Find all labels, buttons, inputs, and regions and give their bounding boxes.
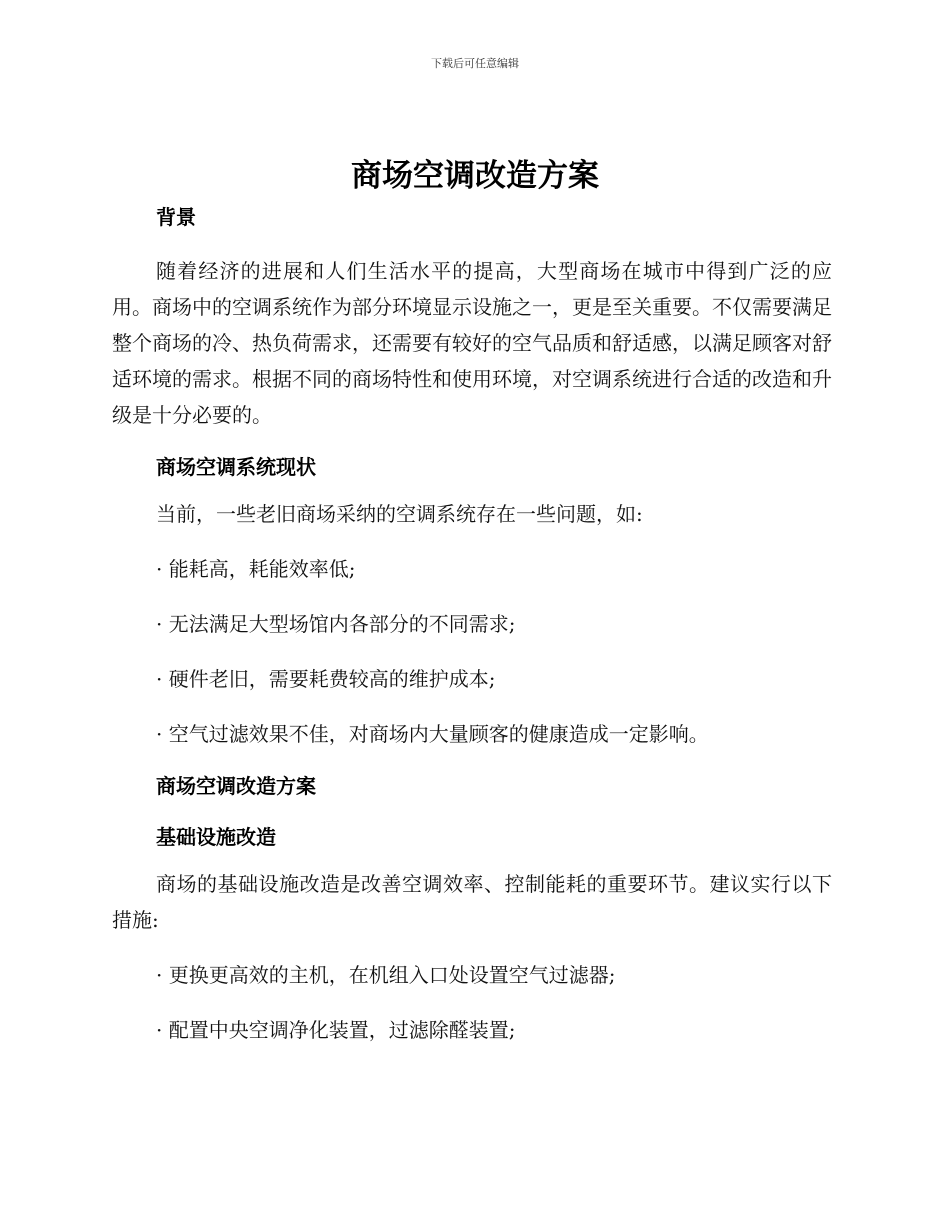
subsection-heading-infrastructure: 基础设施改造 [156, 825, 276, 849]
list-item: · 更换更高效的主机，在机组入口处设置空气过滤器; [156, 963, 616, 987]
section-heading-background: 背景 [156, 205, 196, 229]
list-item: · 配置中央空调净化装置，过滤除醛装置; [156, 1018, 516, 1042]
background-paragraph: 随着经济的进展和人们生活水平的提高，大型商场在城市中得到广泛的应用。商场中的空调系统作为部分环境显示设施之一，更是至关重要。不仅需要满足整个商场的冷、热负荷需求，还需要有较好的空气品质和舒适感，以满足顾客对舒适环境的需求。根据不同的商场特性和使用环境，对空调系统进行合适的改造和升级是十分必要的。 [112, 259, 832, 427]
document-body [112, 202, 832, 1048]
list-item: · 能耗高，耗能效率低; [156, 557, 356, 581]
list-item: · 硬件老旧，需要耗费较高的维护成本; [156, 667, 496, 691]
list-item: · 无法满足大型场馆内各部分的不同需求; [156, 612, 516, 636]
section-heading-plan: 商场空调改造方案 [156, 774, 316, 798]
status-intro-paragraph: 当前，一些老旧商场采纳的空调系统存在一些问题，如: [156, 502, 643, 526]
list-item: · 空气过滤效果不佳，对商场内大量顾客的健康造成一定影响。 [156, 722, 709, 746]
document-title: 商场空调改造方案 [351, 158, 599, 194]
section-heading-status: 商场空调系统现状 [156, 455, 316, 479]
infrastructure-paragraph: 商场的基础设施改造是改善空调效率、控制能耗的重要环节。建议实行以下措施: [112, 872, 832, 932]
page-header-note: 下载后可任意编辑 [431, 57, 519, 70]
